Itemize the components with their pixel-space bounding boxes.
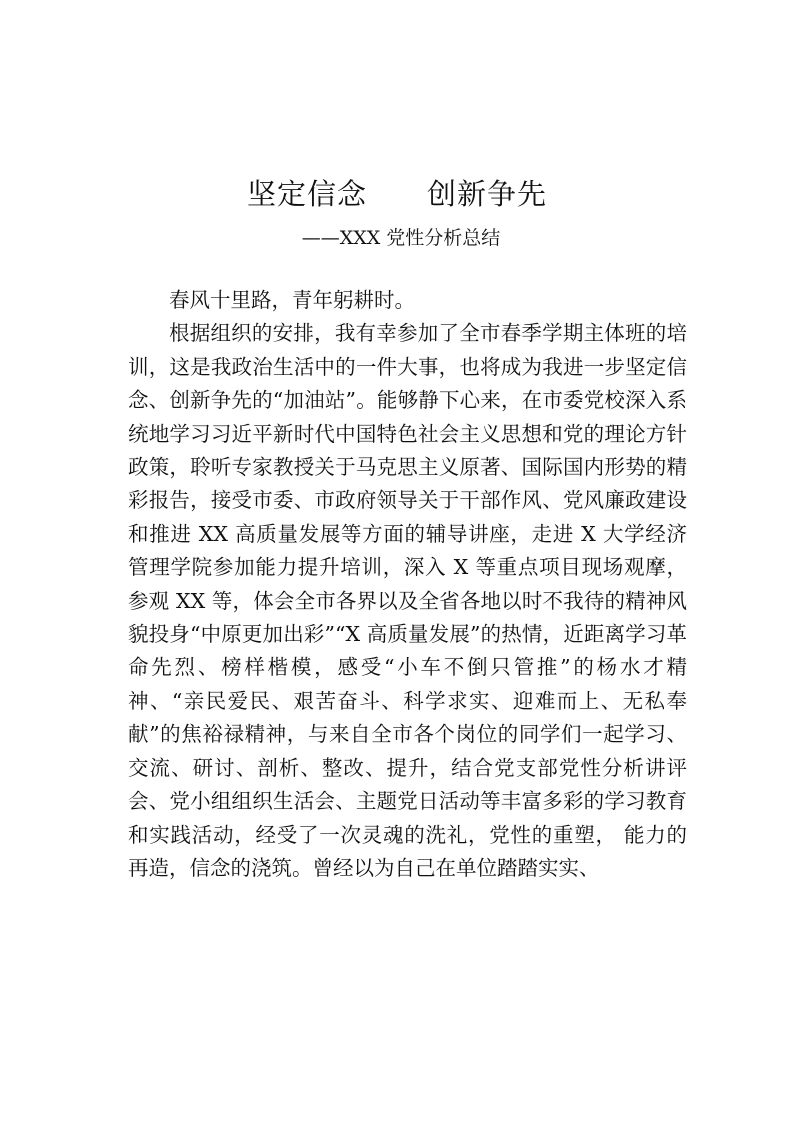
document-title: 坚定信念 创新争先 — [246, 177, 547, 211]
paragraph-main: 根据组织的安排，我有幸参加了全市春季学期主体班的培训，这是我政治生活中的一件大事，也将成为我进一步坚定信念、创新争先的“加油站”。能够静下心来，在市委党校深入系统地学习习近平新时代中国特色社会主义思想和党的理论方针政策，聆听专家教授关于马克思主义原著、国际国内形势的精彩报告，接受市委、市政府领导关于干部作风、党风廉政建设和推进 XX 高质量发展等方面的辅导讲座，走进 X 大学经济管理学院参加能力提升培训，深入 X 等重点项目现场观摩，参观 XX 等，体会全市各界以及全省各地以时不我待的精神风貌投身“中原更加出彩”“X 高质量发展”的热情，近距离学习革命先烈、榜样楷模，感受“小车不倒只管推”的杨水才精神、“亲民爱民、艰苦奋斗、科学求实、迎难而上、无私奉献”的焦裕禄精神，与来自全市各个岗位的同学们一起学习、交流、研讨、剖析、整改、提升，结合党支部党性分析讲评会、党小组组织生活会、主题党日活动等丰富多彩的学习教育和实践活动，经受了一次灵魂的洗礼，党性的重塑， 能力的再造，信念的浇筑。曾经以为自己在单位踏踏实实、 — [128, 321, 687, 880]
document-body — [128, 284, 687, 885]
document-subtitle: ——XXX 党性分析总结 — [301, 227, 501, 249]
paragraph-opening: 春风十里路，青年躬耕时。 — [169, 288, 415, 312]
